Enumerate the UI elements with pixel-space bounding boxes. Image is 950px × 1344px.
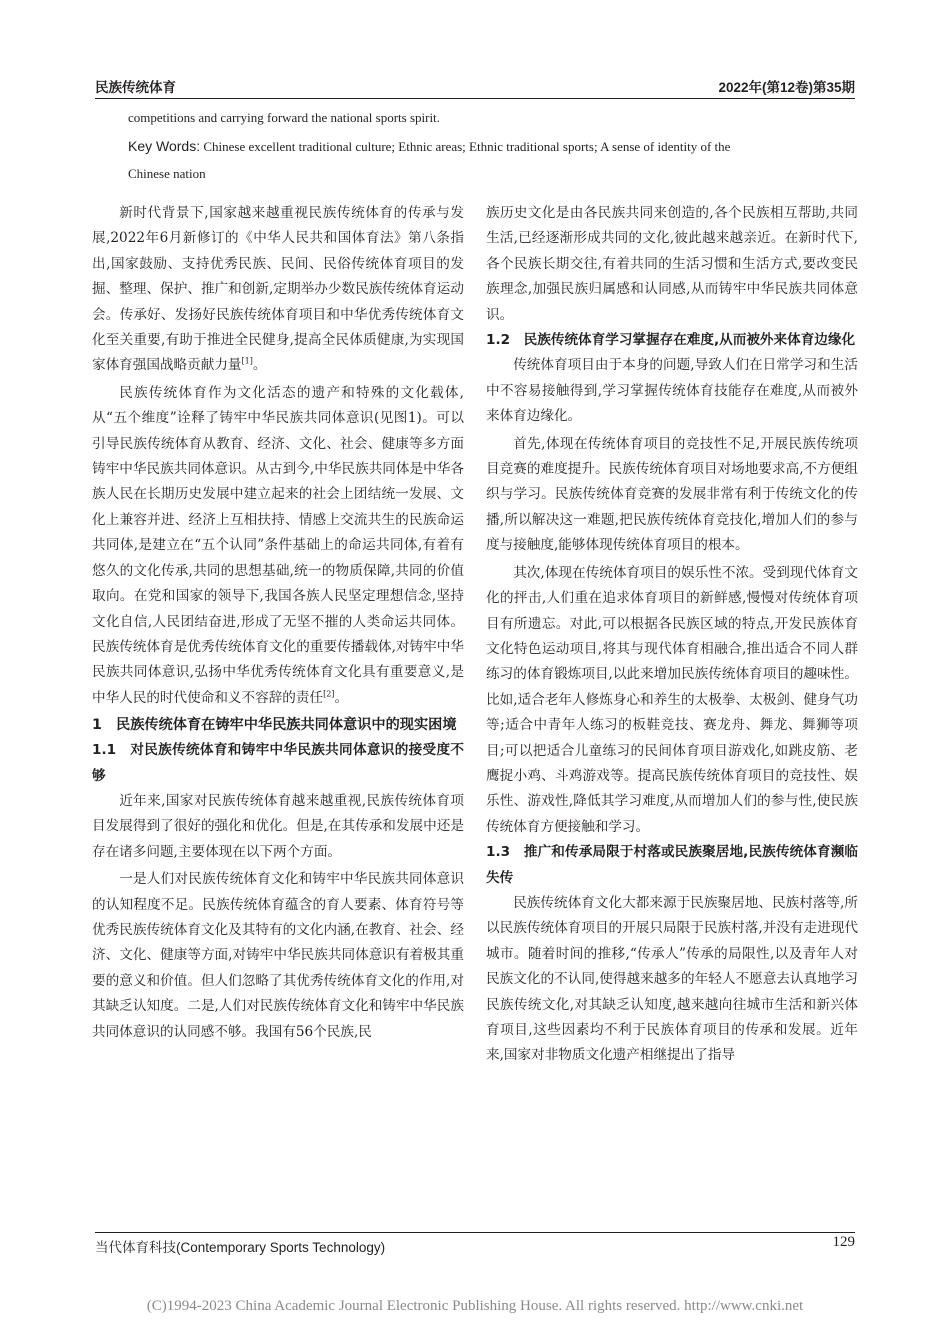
footer-rule — [95, 1232, 855, 1233]
citation[interactable]: [1] — [241, 356, 253, 366]
paragraph: 族历史文化是由各民族共同来创造的,各个民族相互帮助,共同生活,已经逐渐形成共同的文化,彼此越来越亲近。在新时代下,各个民族长期交往,有着共同的生活习惯和生活方式,要改变民族理念,加强民族归属感和认同感,从而铸牢中华民族共同体意识。 — [486, 205, 858, 323]
citation[interactable]: [2] — [323, 689, 335, 699]
keywords-text: Chinese excellent traditional culture; Ethnic areas; Ethnic traditional sports; A sense of identity of the — [200, 139, 731, 154]
page-number: 129 — [832, 1234, 855, 1250]
paragraph: 首先,体现在传统体育项目的竞技性不足,开展民族传统项目竞赛的难度提升。民族传统体育项目对场地要求高,不方便组织与学习。民族传统体育竞赛的发展非常有利于传统文化的传播,所以解决这一难题,把民族传统体育竞技化,增加人们的参与度与接触度,能够体现传统体育项目的根本。 — [486, 435, 858, 554]
subsection-heading: 1.3 推广和传承局限于村落或民族聚居地,民族传统体育濒临失传 — [486, 844, 858, 886]
copyright-notice: (C)1994-2023 China Academic Journal Electronic Publishing House. All rights reserved. http://www.cnki.net — [146, 1298, 804, 1314]
keywords-line — [128, 132, 828, 161]
paragraph: 民族传统体育作为文化活态的遗产和特殊的文化载体,从“五个维度”诠释了铸牢中华民族共同体意识(见图1)。可以引导民族传统体育从教育、经济、文化、社会、健康等多方面铸牢中华民族共同体意识。从古到今,中华民族共同体是中华各族人民在长期历史发展中建立起来的社会上团结统一发展、文化上兼容并进、经济上互相扶持、情感上交流共生的民族命运共同体,是建立在“五个认同”条件基础上的命运共同体,有着有悠久的文化传承,共同的思想基础,统一的物质保障,共同的价值取向。在党和国家的领导下,我国各族人民坚定理想信念,坚持文化自信,人民团结奋进,形成了无坚不摧的人类命运共同体。民族传统体育是优秀传统体育文化的重要传播载体,对铸牢中华民族共同体意识,弘扬中华优秀传统体育文化具有重要意义,是中华人民的时代使命和义不容辞的责任[2]。 — [92, 384, 464, 706]
paragraph: 传统体育项目由于本身的问题,导致人们在日常学习和生活中不容易接触得到,学习掌握传统体育技能存在难度,从而被外来体育边缘化。 — [486, 357, 858, 425]
issue-info: 2022年(第12卷)第35期 — [718, 80, 855, 95]
paragraph: 新时代背景下,国家越来越重视民族传统体育的传承与发展,2022年6月新修订的《中华人民共和国体育法》第八条指出,国家鼓励、支持优秀民族、民间、民俗传统体育项目的发掘、整理、保护、推广和创新,定期举办少数民族传统体育运动会。传承好、发扬好民族传统体育项目和中华优秀传统体育文化至关重要,有助于推进全民健身,提高全民体质健康,为实现国家体育强国战略贡献力量[1]。 — [92, 205, 464, 374]
section-heading: 1 民族传统体育在铸牢中华民族共同体意识中的现实困境 — [92, 717, 457, 734]
running-header — [95, 76, 855, 96]
paragraph: 其次,体现在传统体育项目的娱乐性不浓。受到现代体育文化的抨击,人们重在追求体育项目的新鲜感,慢慢对传统体育项目有所遗忘。对此,可以根据各民族区域的特点,开发民族体育文化特色运动项目,将其与现代体育相融合,推出适合不同人群练习的体育锻炼项目,以此来增加民族传统体育项目的趣味性。比如,适合老年人修炼身心和养生的太极拳、太极剑、健身气功等;适合中青年人练习的板鞋竞技、赛龙舟、舞龙、舞狮等项目;可以把适合儿童练习的民间体育项目游戏化,如跳皮筋、老鹰捉小鸡、斗鸡游戏等。提高民族传统体育项目的竞技性、娱乐性、游戏性,降低其学习难度,从而增加人们的参与性,使民族传统体育方便接触和学习。 — [486, 564, 858, 835]
left-column — [92, 201, 464, 1045]
subsection-heading: 1.2 民族传统体育学习掌握存在难度,从而被外来体育边缘化 — [486, 332, 856, 349]
paragraph: 一是人们对民族传统体育文化和铸牢中华民族共同体意识的认知程度不足。民族传统体育蕴含的育人要素、体育符号等优秀民族传统体育文化及其特有的文化内涵,在教育、社会、经济、文化、健康等方面,对铸牢中华民族共同体意识有着极其重要的意义和价值。但人们忽略了其优秀传统体育文化的作用,对其缺乏认知度。二是,人们对民族传统体育文化和铸牢中华民族共同体意识的认同感不够。我国有56个民族,民 — [92, 871, 464, 1040]
paragraph: 近年来,国家对民族传统体育越来越重视,民族传统体育项目发展得到了很好的强化和优化。但是,在其传承和发展中还是存在诸多问题,主要体现在以下两个方面。 — [92, 792, 464, 860]
footer-journal: 当代体育科技(Contemporary Sports Technology) — [95, 1240, 386, 1255]
right-column — [486, 201, 858, 1069]
keywords-line-2: Chinese nation — [128, 166, 206, 181]
keywords-label: Key Words: — [128, 138, 201, 154]
abstract-end-line: competitions and carrying forward the national sports spirit. — [128, 110, 440, 125]
header-rule — [95, 98, 855, 99]
paragraph: 民族传统体育文化大都来源于民族聚居地、民族村落等,所以民族传统体育项目的开展只局限于民族村落,并没有走进现代城市。随着时间的推移,“传承人”传承的局限性,以及青年人对民族文化的不认同,使得越来越多的年轻人不愿意去认真地学习民族传统文化,对其缺乏认知度,越来越向往城市生活和新兴体育项目,这些因素均不利于民族体育项目的传承和发展。近年来,国家对非物质文化遗产相继提出了指导 — [486, 894, 858, 1064]
journal-name: 民族传统体育 — [95, 80, 176, 95]
running-footer — [95, 1236, 855, 1256]
subsection-heading: 1.1 对民族传统体育和铸牢中华民族共同体意识的接受度不够 — [92, 742, 464, 784]
